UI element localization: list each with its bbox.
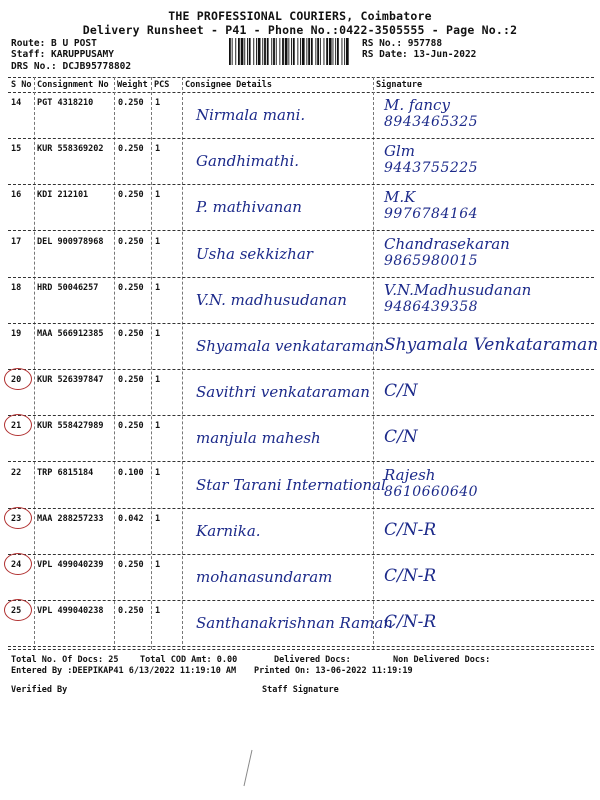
- consignee-handwritten-name: Shyamala venkataraman: [196, 337, 384, 355]
- pieces-count: 1: [155, 513, 161, 524]
- barcode-bar: [346, 38, 349, 65]
- barcode-bar: [229, 38, 231, 65]
- handwritten-signature: C/N-R: [384, 519, 437, 540]
- runsheet-title: Delivery Runsheet - P41 - Phone No.:0422-3505555 - Page No.:2: [82, 23, 518, 37]
- consignment-number: VPL 499040239: [37, 560, 104, 570]
- pieces-count: 1: [155, 467, 161, 478]
- weight-value: 0.042: [118, 513, 144, 524]
- handwritten-phone-number: 9865980015: [384, 252, 479, 269]
- barcode-bar: [297, 38, 298, 65]
- barcode-bar: [262, 38, 263, 65]
- barcode-bar: [276, 38, 277, 65]
- serial-number: 22: [11, 467, 22, 478]
- table-row: [0, 94, 600, 140]
- barcode-bar: [306, 38, 307, 65]
- rs-date: RS Date: 13-Jun-2022: [362, 49, 477, 60]
- weight-value: 0.250: [118, 329, 144, 339]
- column-header-consignee: Consignee Details: [185, 80, 272, 90]
- non-delivered-docs: Non Delivered Docs:: [393, 655, 491, 665]
- barcode-bar: [302, 38, 305, 65]
- weight-value: 0.250: [118, 421, 144, 432]
- barcode-bar: [244, 38, 245, 65]
- barcode-image: [229, 38, 349, 65]
- consignee-handwritten-name: Nirmala mani.: [196, 106, 306, 124]
- barcode-bar: [241, 38, 244, 65]
- pieces-count: 1: [155, 375, 161, 386]
- handwritten-signature: M.K: [384, 188, 416, 207]
- table-row: [0, 417, 600, 463]
- column-header-weight: Weight: [117, 80, 148, 90]
- barcode-bar: [324, 38, 325, 65]
- barcode-bar: [342, 38, 343, 65]
- handwritten-phone-number: 9976784164: [384, 206, 479, 223]
- handwritten-signature: Glm: [384, 142, 416, 161]
- verified-by-label: Verified By: [11, 685, 68, 695]
- pieces-count: 1: [155, 560, 161, 570]
- barcode-bar: [291, 38, 292, 65]
- weight-value: 0.250: [118, 282, 144, 293]
- serial-number: 18: [11, 282, 22, 293]
- staff-signature-label: Staff Signature: [262, 685, 339, 695]
- handwritten-signature: M. fancy: [384, 96, 450, 114]
- row-divider: [8, 323, 594, 324]
- consignee-handwritten-name: Usha sekkizhar: [196, 244, 313, 263]
- barcode-bar: [249, 38, 251, 65]
- pen-stroke-mark: [238, 748, 258, 788]
- barcode-bar: [256, 38, 257, 65]
- consignee-handwritten-name: Star Tarani International: [196, 475, 386, 494]
- weight-value: 0.100: [118, 467, 144, 478]
- consignee-handwritten-name: Savithri venkataraman: [196, 383, 370, 402]
- barcode-bar: [335, 38, 336, 65]
- handwritten-signature: C/N-R: [384, 566, 437, 586]
- barcode-bar: [337, 38, 339, 65]
- barcode-bar: [344, 38, 345, 65]
- serial-number: 15: [11, 144, 22, 155]
- consignee-handwritten-name: Karnika.: [196, 521, 261, 540]
- handwritten-signature: Rajesh: [384, 465, 436, 484]
- consignment-number: MAA 288257233: [37, 513, 104, 524]
- red-circle-mark: [4, 414, 32, 436]
- consignee-handwritten-name: V.N. madhusudanan: [196, 290, 347, 309]
- pieces-count: 1: [155, 236, 161, 247]
- row-divider: [8, 138, 594, 139]
- rs-number: RS No.: 957788: [362, 38, 443, 49]
- total-docs: Total No. Of Docs: 25: [11, 655, 119, 665]
- weight-value: 0.250: [118, 606, 144, 617]
- row-divider: [8, 230, 594, 231]
- staff-label: Staff: KARUPPUSAMY: [11, 49, 114, 60]
- consignment-number: DEL 900978968: [37, 236, 104, 247]
- table-row: [0, 371, 600, 417]
- consignee-handwritten-name: manjula mahesh: [196, 429, 321, 448]
- barcode-bar: [238, 38, 240, 65]
- table-row: [0, 279, 600, 325]
- handwritten-signature: Chandrasekaran: [384, 234, 510, 253]
- consignment-number: TRP 6815184: [37, 467, 94, 478]
- serial-number: 17: [11, 236, 22, 247]
- barcode-bar: [285, 38, 288, 65]
- table-bottom-rule: [8, 649, 594, 650]
- row-divider: [8, 508, 594, 509]
- table-row: [0, 602, 600, 648]
- row-divider: [8, 461, 594, 462]
- row-divider: [8, 600, 594, 601]
- serial-number: 21: [11, 421, 22, 432]
- barcode-bar: [329, 38, 332, 65]
- delivered-docs: Delivered Docs:: [274, 655, 351, 665]
- row-divider: [8, 277, 594, 278]
- weight-value: 0.250: [118, 236, 144, 247]
- barcode-bar: [258, 38, 261, 65]
- pieces-count: 1: [155, 144, 161, 155]
- barcode-bar: [247, 38, 248, 65]
- red-circle-mark: [4, 553, 32, 575]
- table-top-rule: [8, 77, 594, 78]
- red-circle-mark: [4, 507, 32, 529]
- row-divider: [8, 369, 594, 370]
- barcode-bar: [317, 38, 319, 65]
- table-row: [0, 464, 600, 510]
- row-divider: [8, 184, 594, 185]
- barcode-bar: [293, 38, 295, 65]
- barcode-bar: [300, 38, 301, 65]
- handwritten-signature: C/N-R: [384, 612, 437, 633]
- pieces-count: 1: [155, 329, 161, 339]
- route-label: Route: B U POST: [11, 38, 97, 49]
- serial-number: 14: [11, 98, 22, 108]
- pieces-count: 1: [155, 606, 161, 617]
- row-divider: [8, 646, 594, 647]
- weight-value: 0.250: [118, 190, 144, 201]
- consignment-number: KDI 212101: [37, 190, 89, 201]
- serial-number: 19: [11, 329, 22, 339]
- serial-number: 24: [11, 560, 22, 570]
- barcode-bar: [288, 38, 289, 65]
- consignee-handwritten-name: Santhanakrishnan Raman: [196, 614, 393, 633]
- barcode-bar: [235, 38, 236, 65]
- barcode-bar: [333, 38, 334, 65]
- barcode-bar: [253, 38, 254, 65]
- serial-number: 23: [11, 513, 22, 524]
- row-divider: [8, 554, 594, 555]
- column-header-signature: Signature: [376, 80, 423, 90]
- consignee-handwritten-name: Gandhimathi.: [196, 152, 300, 171]
- consignee-handwritten-name: P. mathivanan: [196, 198, 302, 217]
- handwritten-phone-number: 9486439358: [384, 298, 479, 315]
- table-row: [0, 325, 600, 371]
- table-row: [0, 233, 600, 279]
- barcode-bar: [273, 38, 275, 65]
- weight-value: 0.250: [118, 560, 144, 570]
- barcode-bar: [232, 38, 233, 65]
- column-header-sno: S No: [11, 80, 32, 90]
- row-divider: [8, 415, 594, 416]
- entered-by: Entered By :DEEPIKAP41 6/13/2022 11:19:10 AM: [11, 666, 237, 676]
- handwritten-signature: C/N: [384, 381, 418, 402]
- barcode-bar: [282, 38, 284, 65]
- table-row: [0, 556, 600, 602]
- consignment-number: MAA 566912385: [37, 329, 104, 339]
- barcode-bar: [279, 38, 280, 65]
- serial-number: 20: [11, 375, 22, 386]
- barcode-bar: [271, 38, 272, 65]
- consignment-number: KUR 558427989: [37, 421, 104, 432]
- red-circle-mark: [4, 599, 32, 621]
- barcode-bar: [311, 38, 313, 65]
- pieces-count: 1: [155, 421, 161, 432]
- consignment-number: PGT 4318210: [37, 98, 94, 108]
- column-header-pcs: PCS: [154, 80, 170, 90]
- consignment-number: KUR 558369202: [37, 144, 104, 155]
- drs-number: DRS No.: DCJB95778802: [11, 61, 132, 72]
- handwritten-signature: V.N.Madhusudanan: [384, 280, 532, 299]
- barcode-bar: [267, 38, 269, 65]
- printed-on: Printed On: 13-06-2022 11:19:19: [254, 666, 413, 676]
- table-row: [0, 186, 600, 232]
- weight-value: 0.250: [118, 144, 144, 155]
- pieces-count: 1: [155, 98, 161, 108]
- serial-number: 16: [11, 190, 22, 201]
- weight-value: 0.250: [118, 98, 144, 108]
- total-cod: Total COD Amt: 0.00: [140, 655, 238, 665]
- serial-number: 25: [11, 606, 22, 617]
- company-title: THE PROFESSIONAL COURIERS, Coimbatore: [168, 9, 432, 23]
- consignee-handwritten-name: mohanasundaram: [196, 568, 333, 586]
- weight-value: 0.250: [118, 375, 144, 386]
- handwritten-signature: C/N: [384, 427, 418, 448]
- barcode-bar: [320, 38, 321, 65]
- handwritten-phone-number: 8610660640: [384, 483, 479, 500]
- barcode-bar: [264, 38, 266, 65]
- barcode-bar: [308, 38, 310, 65]
- barcode-bar: [315, 38, 316, 65]
- consignment-number: KUR 526397847: [37, 375, 104, 386]
- consignment-number: HRD 50046257: [37, 282, 99, 293]
- handwritten-phone-number: 8943465325: [384, 114, 479, 130]
- pieces-count: 1: [155, 282, 161, 293]
- table-row: [0, 510, 600, 556]
- consignment-number: VPL 499040238: [37, 606, 104, 617]
- table-row: [0, 140, 600, 186]
- handwritten-phone-number: 9443755225: [384, 160, 479, 177]
- barcode-bar: [326, 38, 328, 65]
- table-header-rule: [8, 92, 594, 93]
- red-circle-mark: [4, 368, 32, 390]
- handwritten-signature: Shyamala Venkataraman: [384, 335, 599, 355]
- pieces-count: 1: [155, 190, 161, 201]
- column-header-consignment: Consignment No: [37, 80, 109, 90]
